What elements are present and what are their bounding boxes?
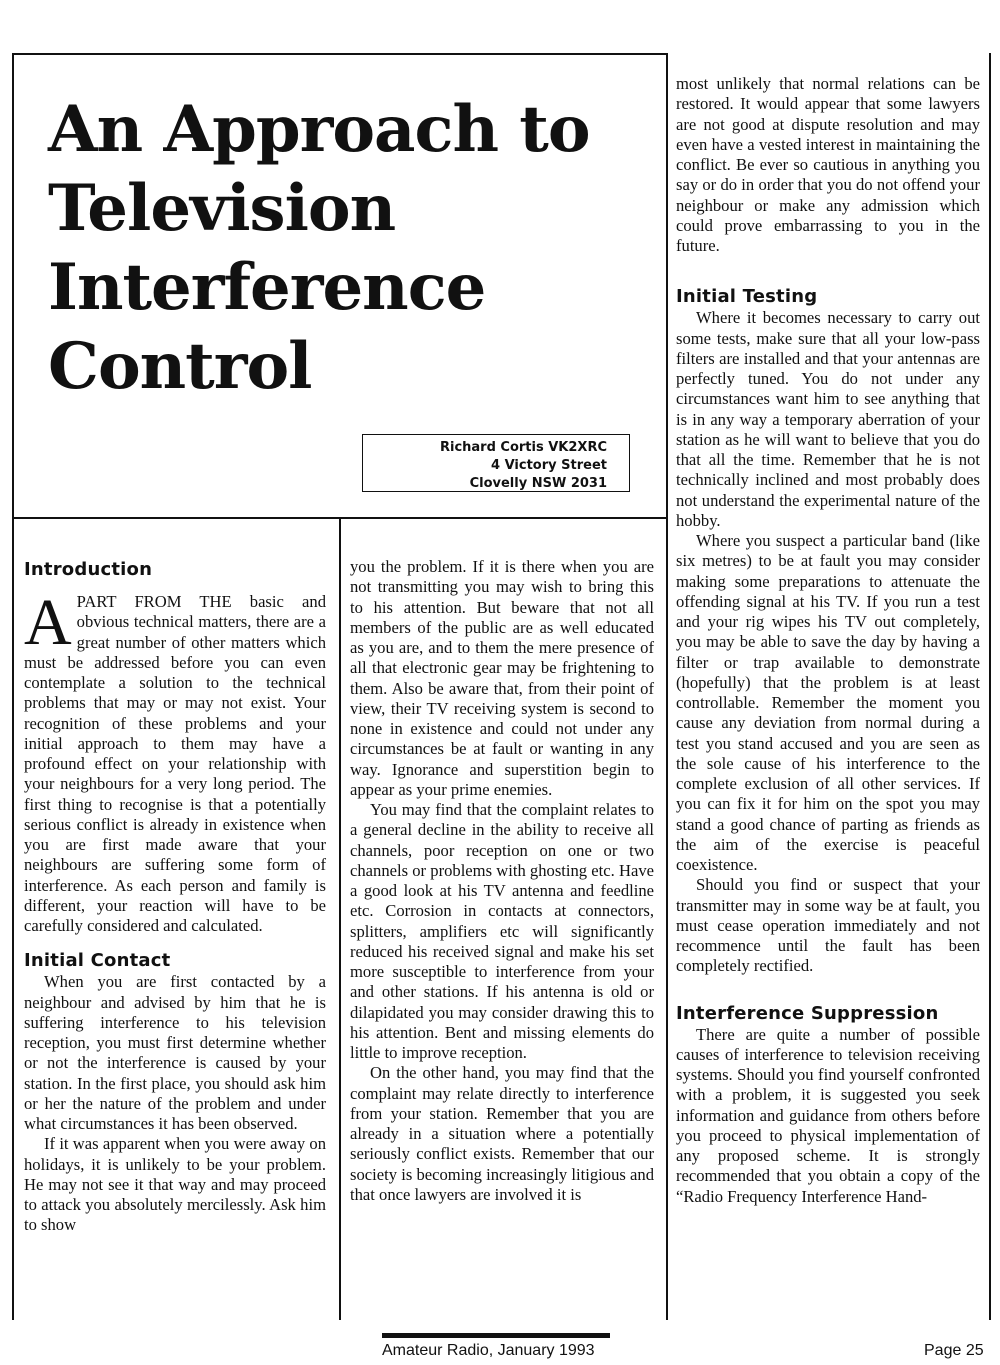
footer-page-number: Page 25	[924, 1342, 984, 1359]
column-3	[676, 74, 980, 1207]
author-name: Richard Cortis VK2XRC	[439, 440, 607, 455]
footer-magazine-issue: Amateur Radio, January 1993	[382, 1342, 595, 1359]
author-byline-box	[362, 434, 630, 492]
heading-initial-testing: Initial Testing	[676, 286, 818, 308]
paragraph: Where you suspect a particular band (like six metres) to be at fault you may consider making some preparations to attenuate the offending signal at his TV. If you run a test and your rig wipes his TV out completely, you may be able to save the day by having a filter or trap available to demonstrate (hopefully) that the problem is at least controllable. Remember the moment you cause any deviation from normal during a test you stand accused and you are seen as the sole cause of his interference to the complete exclusion of all other services. If you can fix it for him on the spot you may stand a good chance of parting as friends as the aim of the exercise is peaceful coexistence.	[676, 531, 980, 874]
article-title	[48, 90, 648, 406]
paragraph-text: PART FROM THE basic and obvious technical matters, there are a great number of other matters which must be addressed before you can even contemplate a solution to the technical problems that may or may not exist. Your recognition of these problems and your initial approach to them may have a profound effect on your relationship with your neighbours for a very long period. The first thing to recognise is that a potentially serious conflict is already in existence when you are first made aware that your neighbours are suffering some form of interference. As each person and family is different, your reaction will have to be carefully considered and calculated.	[24, 592, 326, 935]
author-city: Clovelly NSW 2031	[469, 476, 607, 491]
title-line: Television	[48, 171, 396, 246]
title-line: Control	[48, 329, 312, 404]
paragraph: You may find that the complaint relates to a general decline in the ability to receive all channels, poor reception on one or two channels or problems with ghosting etc. Have a good look at his TV antenna and feedline etc. Corrosion in contacts at connectors, splitters, amplifiers etc will significantly reduced his received signal and make his set more susceptible to interference from your and other stations. If his antenna is old or dilapidated you may consider drawing this to his attention. Bent and missing elements do little to improve reception.	[350, 800, 654, 1062]
paragraph: Where it becomes necessary to carry out some tests, make sure that all your low-pass filters are installed and that your antennas are perfectly tuned. You do not under any circumstances want him to see anything that is in any way a temporary aberration of your station as he will want to believe that you do that all the time. Remember that he is not technically inclined and most probably does not understand the experimental nature of the hobby.	[676, 308, 980, 530]
heading-introduction: Introduction	[24, 559, 153, 580]
heading-initial-contact: Initial Contact	[24, 950, 171, 972]
frame-left-line	[12, 53, 14, 1320]
author-street: 4 Victory Street	[491, 458, 607, 473]
paragraph: There are quite a number of possible causes of interference to television receiving systems. Should you find yourself confronted with a problem, it is suggested you seek information and guidance from others before you proceed to physical implementation of any proposed scheme. It is strongly recommended that you obtain a copy of the “Radio Frequency Interference Hand-	[676, 1024, 980, 1206]
paragraph: most unlikely that normal relations can be restored. It would appear that some lawyers are not good at dispute resolution and may even have a vested interest in maintaining the conflict. Be ever so cautious in anything you say or do in order that you do not offend your neighbour or make any admission which could prove embarrassing to you in the future.	[676, 74, 980, 255]
paragraph: you the problem. If it is there when you are not transmitting you may wish to bring this to his attention. But beware that not all members of the public are as well educated as you are, and to them the mere presence of all that electronic gear may be frightening to them. Also be aware that, from their point of view, their TV receiving system is second to none in existence and could not under any circumstances be at fault or wanting in any way. Ignorance and superstition begin to appear as your prime enemies.	[350, 557, 654, 799]
column-divider-2-3	[666, 53, 668, 1320]
title-line: Interference	[48, 250, 486, 325]
title-line: An Approach to	[48, 92, 590, 167]
paragraph: When you are first contacted by a neighbour and advised by him that he is suffering interference to his television reception, you must first determine whether or not the interference is caused by your station. In the first place, you should ask him or her the nature of the problem and under what circumstances it has been observed.	[24, 972, 326, 1133]
paragraph	[24, 586, 326, 936]
heading-interference-suppression: Interference Suppression	[676, 1002, 939, 1024]
column-1	[24, 559, 326, 1236]
footer-rule	[382, 1333, 610, 1338]
paragraph: If it was apparent when you were away on holidays, it is unlikely to be your problem. He may not see it that way and may proceed to attack you absolutely mercilessly. Ask him to show	[24, 1134, 326, 1235]
paragraph: Should you find or suspect that your transmitter may in some way be at fault, you must cease operation immediately and not recommence until the fault has been completely rectified.	[676, 875, 980, 976]
column-divider-1-2	[339, 517, 341, 1320]
paragraph: On the other hand, you may find that the complaint may relate directly to interference from your station. Remember that you are already in a situation where a potentially seriously conflict exists. Remember that our society is becoming increasingly litigious and that once lawyers are involved it is	[350, 1063, 654, 1204]
frame-top-line	[12, 53, 668, 55]
column-2	[350, 557, 654, 1205]
frame-right-line	[989, 53, 991, 1320]
drop-cap: A	[24, 586, 72, 659]
